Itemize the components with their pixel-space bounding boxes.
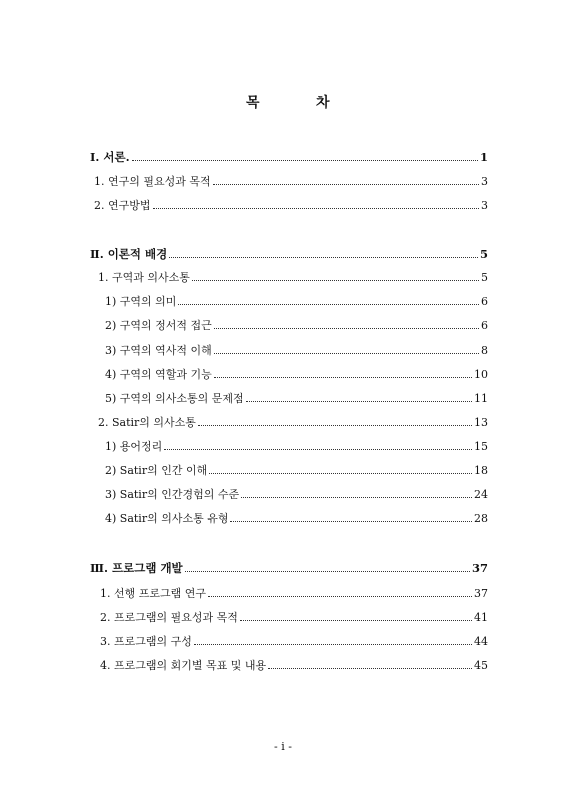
toc-label: Ⅰ. 서론. bbox=[90, 150, 130, 164]
toc-label: 1. 구역과 의사소통 bbox=[98, 271, 190, 284]
toc-entry bbox=[105, 488, 488, 502]
toc-entry bbox=[100, 635, 488, 649]
toc-entry bbox=[94, 175, 488, 189]
toc-page: 3 bbox=[481, 199, 488, 212]
toc-entry bbox=[105, 344, 488, 358]
dot-leader bbox=[194, 644, 472, 645]
toc-page: 8 bbox=[481, 344, 488, 357]
toc-page: 15 bbox=[474, 440, 488, 453]
toc-page: 6 bbox=[481, 319, 488, 332]
toc-label: 1. 선행 프로그램 연구 bbox=[100, 587, 206, 600]
toc-title bbox=[0, 92, 566, 112]
dot-leader bbox=[164, 449, 472, 450]
dot-leader bbox=[214, 377, 472, 378]
toc-page: 44 bbox=[474, 635, 488, 648]
toc-page: 13 bbox=[474, 416, 488, 429]
dot-leader bbox=[209, 473, 472, 474]
toc-page: 11 bbox=[474, 392, 488, 405]
toc-label: 3) Satir의 인간경험의 수준 bbox=[105, 488, 240, 501]
toc-label: 2) Satir의 인간 이해 bbox=[105, 464, 208, 477]
toc-page: 18 bbox=[474, 464, 488, 477]
dot-leader bbox=[198, 425, 472, 426]
toc-entry bbox=[105, 464, 488, 478]
toc-section-2 bbox=[90, 247, 488, 261]
dot-leader bbox=[214, 328, 479, 329]
toc-entry bbox=[105, 319, 488, 333]
toc-entry bbox=[105, 368, 488, 382]
toc-page: 1 bbox=[479, 150, 488, 164]
toc-label: 1) 구역의 의미 bbox=[105, 295, 177, 308]
toc-page: 10 bbox=[474, 368, 488, 381]
dot-leader bbox=[230, 521, 472, 522]
toc-label: 3) 구역의 역사적 이해 bbox=[105, 344, 212, 357]
dot-leader bbox=[268, 668, 472, 669]
dot-leader bbox=[185, 571, 470, 572]
toc-label: 4) 구역의 역할과 기능 bbox=[105, 368, 212, 381]
toc-entry bbox=[105, 440, 488, 454]
toc-entry bbox=[100, 659, 488, 673]
toc-label: 4. 프로그램의 회기별 목표 및 내용 bbox=[100, 659, 267, 672]
dot-leader bbox=[241, 497, 472, 498]
dot-leader bbox=[246, 401, 472, 402]
dot-leader bbox=[208, 596, 472, 597]
toc-label: 2. Satir의 의사소통 bbox=[98, 416, 196, 429]
toc-label: 1. 연구의 필요성과 목적 bbox=[94, 175, 211, 188]
toc-label: 3. 프로그램의 구성 bbox=[100, 635, 192, 648]
toc-page: 5 bbox=[481, 271, 488, 284]
toc-entry bbox=[100, 611, 488, 625]
toc-page: 41 bbox=[474, 611, 488, 624]
toc-page: 45 bbox=[474, 659, 488, 672]
toc-label: 2) 구역의 정서적 접근 bbox=[105, 319, 212, 332]
dot-leader bbox=[169, 257, 478, 258]
toc-section-1 bbox=[90, 150, 488, 164]
dot-leader bbox=[240, 620, 472, 621]
toc-page: 37 bbox=[471, 561, 488, 575]
toc-entry bbox=[98, 416, 488, 430]
dot-leader bbox=[214, 353, 479, 354]
toc-title-char-2: 차 bbox=[316, 95, 330, 111]
toc-entry bbox=[94, 199, 488, 213]
toc-entry bbox=[105, 512, 488, 526]
toc-label: 1) 용어정리 bbox=[105, 440, 163, 453]
toc-label: Ⅲ. 프로그램 개발 bbox=[90, 561, 183, 575]
toc-entry bbox=[105, 295, 488, 309]
toc-entry bbox=[100, 587, 488, 601]
toc-page: 24 bbox=[474, 488, 488, 501]
toc-entry bbox=[98, 271, 488, 285]
page-number: - i - bbox=[274, 740, 292, 753]
toc-section-3 bbox=[90, 561, 488, 575]
toc-label: 2. 연구방법 bbox=[94, 199, 151, 212]
dot-leader bbox=[132, 160, 478, 161]
toc-label: 2. 프로그램의 필요성과 목적 bbox=[100, 611, 238, 624]
toc-page: 5 bbox=[479, 247, 488, 261]
toc-label: 4) Satir의 의사소통 유형 bbox=[105, 512, 229, 525]
toc-title-char-1: 목 bbox=[246, 95, 260, 111]
toc-page: 3 bbox=[481, 175, 488, 188]
dot-leader bbox=[192, 280, 479, 281]
dot-leader bbox=[213, 184, 479, 185]
toc-page: 6 bbox=[481, 295, 488, 308]
toc-label: 5) 구역의 의사소통의 문제점 bbox=[105, 392, 244, 405]
dot-leader bbox=[178, 304, 479, 305]
toc-page: 28 bbox=[474, 512, 488, 525]
toc-entry bbox=[105, 392, 488, 406]
toc-page: 37 bbox=[474, 587, 488, 600]
dot-leader bbox=[153, 208, 480, 209]
toc-label: Ⅱ. 이론적 배경 bbox=[90, 247, 168, 261]
